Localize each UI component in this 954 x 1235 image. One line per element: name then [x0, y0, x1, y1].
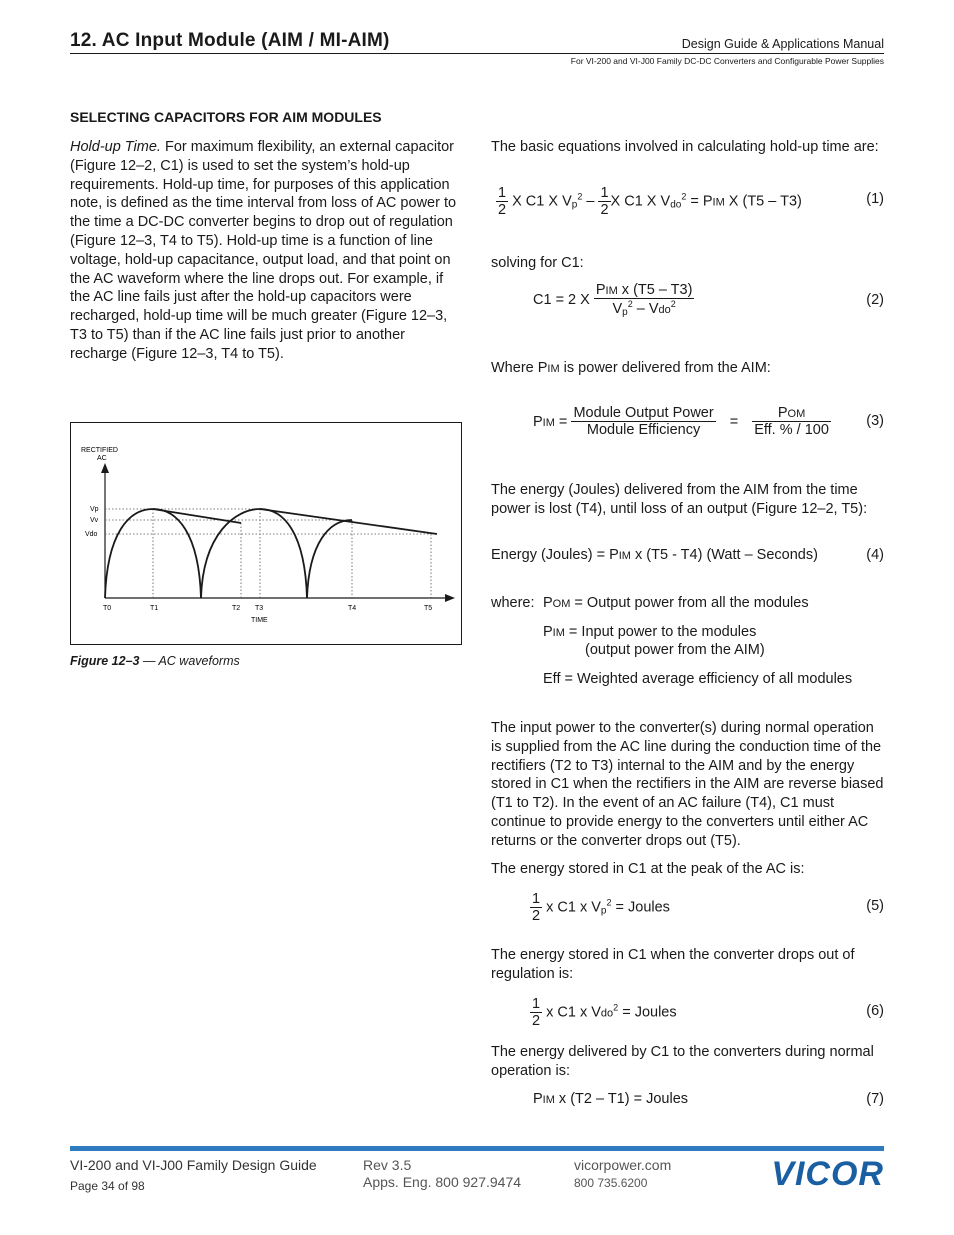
normal-operation-paragraph: The energy delivered by C1 to the converters during normal operation is: [491, 1044, 874, 1079]
figure-caption-text: — AC waveforms [139, 654, 240, 668]
where-pim-def-2: (output power from the AIM) [585, 642, 765, 658]
eq1-term-a: X C1 X V [512, 193, 572, 210]
eq5-half: $\frac{1}{2}$ [532, 891, 541, 924]
label-vv: Vv [90, 517, 99, 524]
y-title-line1: RECTIFIED [81, 447, 118, 454]
eq1-sub-do: do [670, 199, 682, 211]
chapter-title: 12. AC Input Module (AIM / MI-AIM) [70, 30, 390, 51]
rectified-hump-1 [105, 509, 201, 598]
eq1-number: (1) [866, 191, 884, 207]
eq3-fraction-1: $\frac{\text{Module Output Power}}{\text{Module Efficiency}}$ [573, 405, 714, 438]
eq2-lhs: C1 = 2 X [533, 292, 590, 308]
manual-subtitle: For VI-200 and VI-J00 Family DC-DC Converters and Configurable Power Supplies [570, 56, 884, 66]
eq3-number: (3) [866, 413, 884, 429]
eq1-sup-b: 2 [681, 191, 687, 202]
where-pim: Where PIM is power delivered from the AIM: [491, 360, 771, 376]
eq1-sup-a: 2 [577, 191, 583, 202]
equation-2 [533, 282, 694, 318]
eq2-number: (2) [866, 292, 884, 308]
tick-t5: T5 [424, 605, 433, 612]
eq1-half-b: $\frac{1}{2}$ [600, 185, 609, 218]
equation-7: PIM x (T2 – T1) = Joules [533, 1091, 689, 1107]
energy-paragraph: The energy (Joules) delivered from the AIM from the time power is lost (T4), until loss of an output (Figure 12–2, T5): [491, 482, 868, 517]
footer-revision: Rev 3.5 [363, 1157, 412, 1173]
eq1-half-a: $\frac{1}{2}$ [498, 185, 507, 218]
ac-waveform-plot [71, 423, 461, 644]
hold-up-lead: Hold-up Time. [70, 139, 161, 155]
eq1-sub-p: p [571, 199, 578, 211]
manual-title: Design Guide & Applications Manual [681, 37, 884, 51]
ac-waveform-figure [70, 422, 462, 645]
equation-5: $\frac{1}{2}$ x C1 x $V_p^2$ = Joules [532, 891, 670, 924]
eq1-equals: = P [690, 193, 713, 210]
dropout-energy-paragraph: The energy stored in C1 when the converter drops out of regulation is: [491, 947, 855, 982]
eq1-tail: X (T5 – T3) [724, 193, 802, 210]
where-label: where: [491, 595, 535, 611]
eq5-number: (5) [866, 898, 884, 914]
eq6-number: (6) [866, 1003, 884, 1019]
x-axis-arrow [445, 594, 455, 602]
y-axis-arrow [101, 463, 109, 473]
eq2-fraction: $\frac{\text{PIM x (T5 – T3)}}{V_p^2 - Vdo^2}$ [595, 282, 693, 318]
discharge-1 [153, 509, 241, 523]
header-rule [70, 53, 884, 54]
vicor-logo: VICOR [771, 1155, 884, 1193]
footer-page-number: Page 34 of 98 [70, 1179, 145, 1193]
eq7-number: (7) [866, 1091, 884, 1107]
rectified-hump-2 [201, 509, 307, 598]
x-title: TIME [251, 617, 268, 624]
footer-bar [70, 1146, 884, 1151]
peak-energy-paragraph: The energy stored in C1 at the peak of the AC is: [491, 861, 805, 877]
rectified-hump-3 [307, 520, 352, 598]
where-pom: POM = Output power from all the modules [543, 595, 809, 611]
hold-up-paragraph [70, 138, 465, 364]
where-pim-def: PIM = Input power to the modules [543, 624, 757, 640]
solving-for-c1: solving for C1: [491, 255, 584, 271]
section-heading: SELECTING CAPACITORS FOR AIM MODULES [70, 109, 382, 125]
where-eff: Eff = Weighted average efficiency of all modules [543, 671, 853, 687]
y-title-line2: AC [97, 455, 107, 462]
equation-4: Energy (Joules) = PIM x (T5 - T4) (Watt – Seconds) [491, 547, 818, 563]
tick-t1: T1 [150, 605, 159, 612]
eq1-im: IM [712, 196, 725, 209]
eq1-minus: – [586, 193, 595, 210]
eq6-half: $\frac{1}{2}$ [532, 996, 541, 1029]
tick-t3: T3 [255, 605, 264, 612]
tick-t0: T0 [103, 605, 112, 612]
hold-up-text: For maximum flexibility, an external capacitor (Figure 12–2, C1) is used to set the system’s hold-up requirements. Hold-up time, for purposes of this application note, is defined as the time interval from loss of AC power to the time a DC-DC converter begins to drop out of regulation (Figure 12–3, T4 to T5). Hold-up time is a function of line voltage, hold-up capacitance, output load, and that point on the AC waveform where the line drops out. For example, if the AC line fails just after the hold-up capacitors were recharged, hold-up time will be much greater (Figure 12–3, T3 to T5) than if the AC line fails just prior to another recharge (Figure 12–3, T4 to T5). [70, 139, 457, 362]
eq1-term-b: X C1 X V [610, 193, 671, 210]
eq4-number: (4) [866, 547, 884, 563]
tick-t4: T4 [348, 605, 357, 612]
label-vp: Vp [90, 506, 99, 513]
label-vdo: Vdo [85, 531, 98, 538]
equation-3: PIM = $\frac{\text{Module Output Power}}{\text{Module Efficiency}}$ = $\frac{\text{POM}}{\text{Eff. \% / 100}}$ [533, 405, 829, 438]
footer-website[interactable]: vicorpower.com [574, 1157, 672, 1173]
figure-caption-label: Figure 12–3 [70, 654, 140, 668]
footer-guide-title: VI-200 and VI-J00 Family Design Guide [70, 1157, 317, 1173]
footer-phone: 800 735.6200 [574, 1176, 648, 1190]
equations-intro: The basic equations involved in calculating hold-up time are: [491, 139, 879, 155]
eq3-fraction-2: $\frac{\text{POM}}{\text{Eff. \% / 100}}$ [754, 405, 829, 438]
equation-6: $\frac{1}{2}$ x C1 x Vdo$^2$ = Joules [532, 996, 677, 1029]
tick-t2: T2 [232, 605, 241, 612]
footer-apps-phone: Apps. Eng. 800 927.9474 [363, 1174, 522, 1190]
figure-caption [70, 654, 240, 668]
input-power-paragraph: The input power to the converter(s) during normal operation is supplied from the AC line during the conduction time of the rectifiers (T2 to T3) internal to the AIM and by the energy stored in C1 when the rectifiers in the AIM are reverse biased (T1 to T2). In the event of an AC failure (T4), C1 must continue to provide energy to the converters until either AC returns or the converter drops out (T5). [491, 720, 884, 849]
equation-1 [496, 185, 802, 218]
